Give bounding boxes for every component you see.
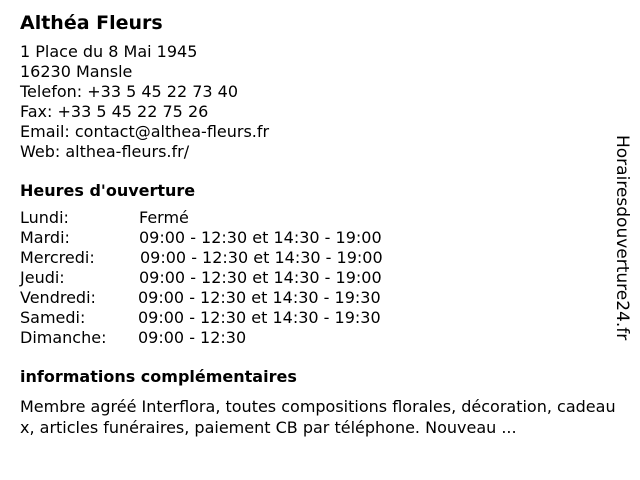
hours-row-tuesday xyxy=(20,228,616,248)
hours-time: 09:00 - 12:30 xyxy=(138,328,247,347)
business-card xyxy=(20,10,616,438)
hours-day: Mardi: xyxy=(20,228,70,247)
additional-info-text: Membre agréé Interflora, toutes compositions florales, décoration, cadeaux, articles funéraires, paiement CB par téléphone. Nouveau ... xyxy=(20,397,616,437)
opening-hours-heading: Heures d'ouverture xyxy=(20,181,196,200)
hours-row-wednesday xyxy=(20,248,616,268)
address-line-1: 1 Place du 8 Mai 1945 xyxy=(20,42,198,61)
hours-row-saturday xyxy=(20,308,616,328)
hours-row-sunday xyxy=(20,328,616,348)
hours-row-thursday xyxy=(20,268,616,288)
hours-day: Lundi: xyxy=(20,208,69,227)
address-line-2: 16230 Mansle xyxy=(20,62,133,81)
opening-hours-table xyxy=(20,208,616,348)
fax-line: Fax: +33 5 45 22 75 26 xyxy=(20,102,209,121)
hours-day: Vendredi: xyxy=(20,288,96,307)
hours-time: 09:00 - 12:30 et 14:30 - 19:00 xyxy=(140,248,383,267)
phone-line: Telefon: +33 5 45 22 73 40 xyxy=(20,82,239,101)
hours-time: Fermé xyxy=(139,208,189,227)
hours-time: 09:00 - 12:30 et 14:30 - 19:00 xyxy=(139,268,382,287)
hours-time: 09:00 - 12:30 et 14:30 - 19:00 xyxy=(139,228,382,247)
hours-row-monday xyxy=(20,208,616,228)
web-line: Web: althea-fleurs.fr/ xyxy=(20,142,190,161)
email-line: Email: contact@althea-fleurs.fr xyxy=(20,122,270,141)
additional-info-heading: informations complémentaires xyxy=(20,367,297,386)
hours-row-friday xyxy=(20,288,616,308)
hours-day: Jeudi: xyxy=(20,268,65,287)
hours-day: Mercredi: xyxy=(20,248,95,267)
hours-time: 09:00 - 12:30 et 14:30 - 19:30 xyxy=(138,308,381,327)
site-watermark: Horairesdouverture24.fr xyxy=(612,135,632,341)
business-name: Althéa Fleurs xyxy=(20,12,163,34)
hours-day: Dimanche: xyxy=(20,328,107,347)
hours-time: 09:00 - 12:30 et 14:30 - 19:30 xyxy=(138,288,381,307)
hours-day: Samedi: xyxy=(20,308,86,327)
